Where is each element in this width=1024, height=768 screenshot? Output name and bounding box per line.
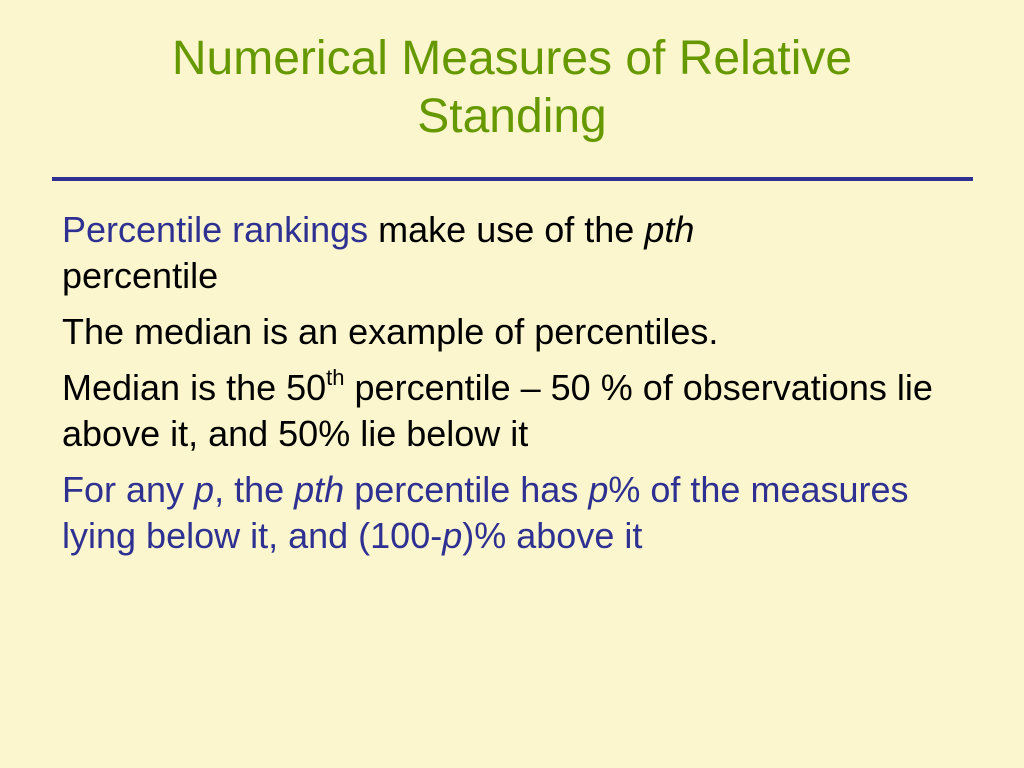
p4-t5: )% above it xyxy=(462,515,643,556)
paragraph-percentile-rankings xyxy=(62,207,962,299)
p4-e1: p xyxy=(194,469,215,510)
p3-text-b: percentile – 50 % of observations lie above it, and 50% lie below it xyxy=(62,367,933,454)
p4-t1: For any xyxy=(62,469,195,510)
p1-text-b: percentile xyxy=(62,255,219,296)
p4-e2: pth xyxy=(294,469,345,510)
p3-superscript: th xyxy=(326,365,345,390)
title-line-1: Numerical Measures of Relative xyxy=(171,32,853,85)
slide-title xyxy=(40,30,984,146)
p1-em-pth: pth xyxy=(644,209,695,250)
p4-e3: p xyxy=(588,469,609,510)
p4-t3: percentile has xyxy=(344,469,589,510)
p1-text-a: make use of the xyxy=(368,209,645,250)
paragraph-median-50th xyxy=(62,365,962,457)
title-divider xyxy=(52,177,973,181)
term-percentile-rankings: Percentile rankings xyxy=(62,209,369,250)
paragraph-pth-percentile xyxy=(62,467,962,559)
paragraph-median-example: The median is an example of percentiles. xyxy=(62,311,719,352)
p4-e4: p xyxy=(442,515,463,556)
p4-t2: , the xyxy=(214,469,295,510)
p3-text-a: Median is the 50 xyxy=(62,367,327,408)
slide-body xyxy=(62,207,962,569)
p4-t4: % of the measures lying below it, and (100- xyxy=(62,469,909,556)
title-line-2: Standing xyxy=(417,90,607,143)
